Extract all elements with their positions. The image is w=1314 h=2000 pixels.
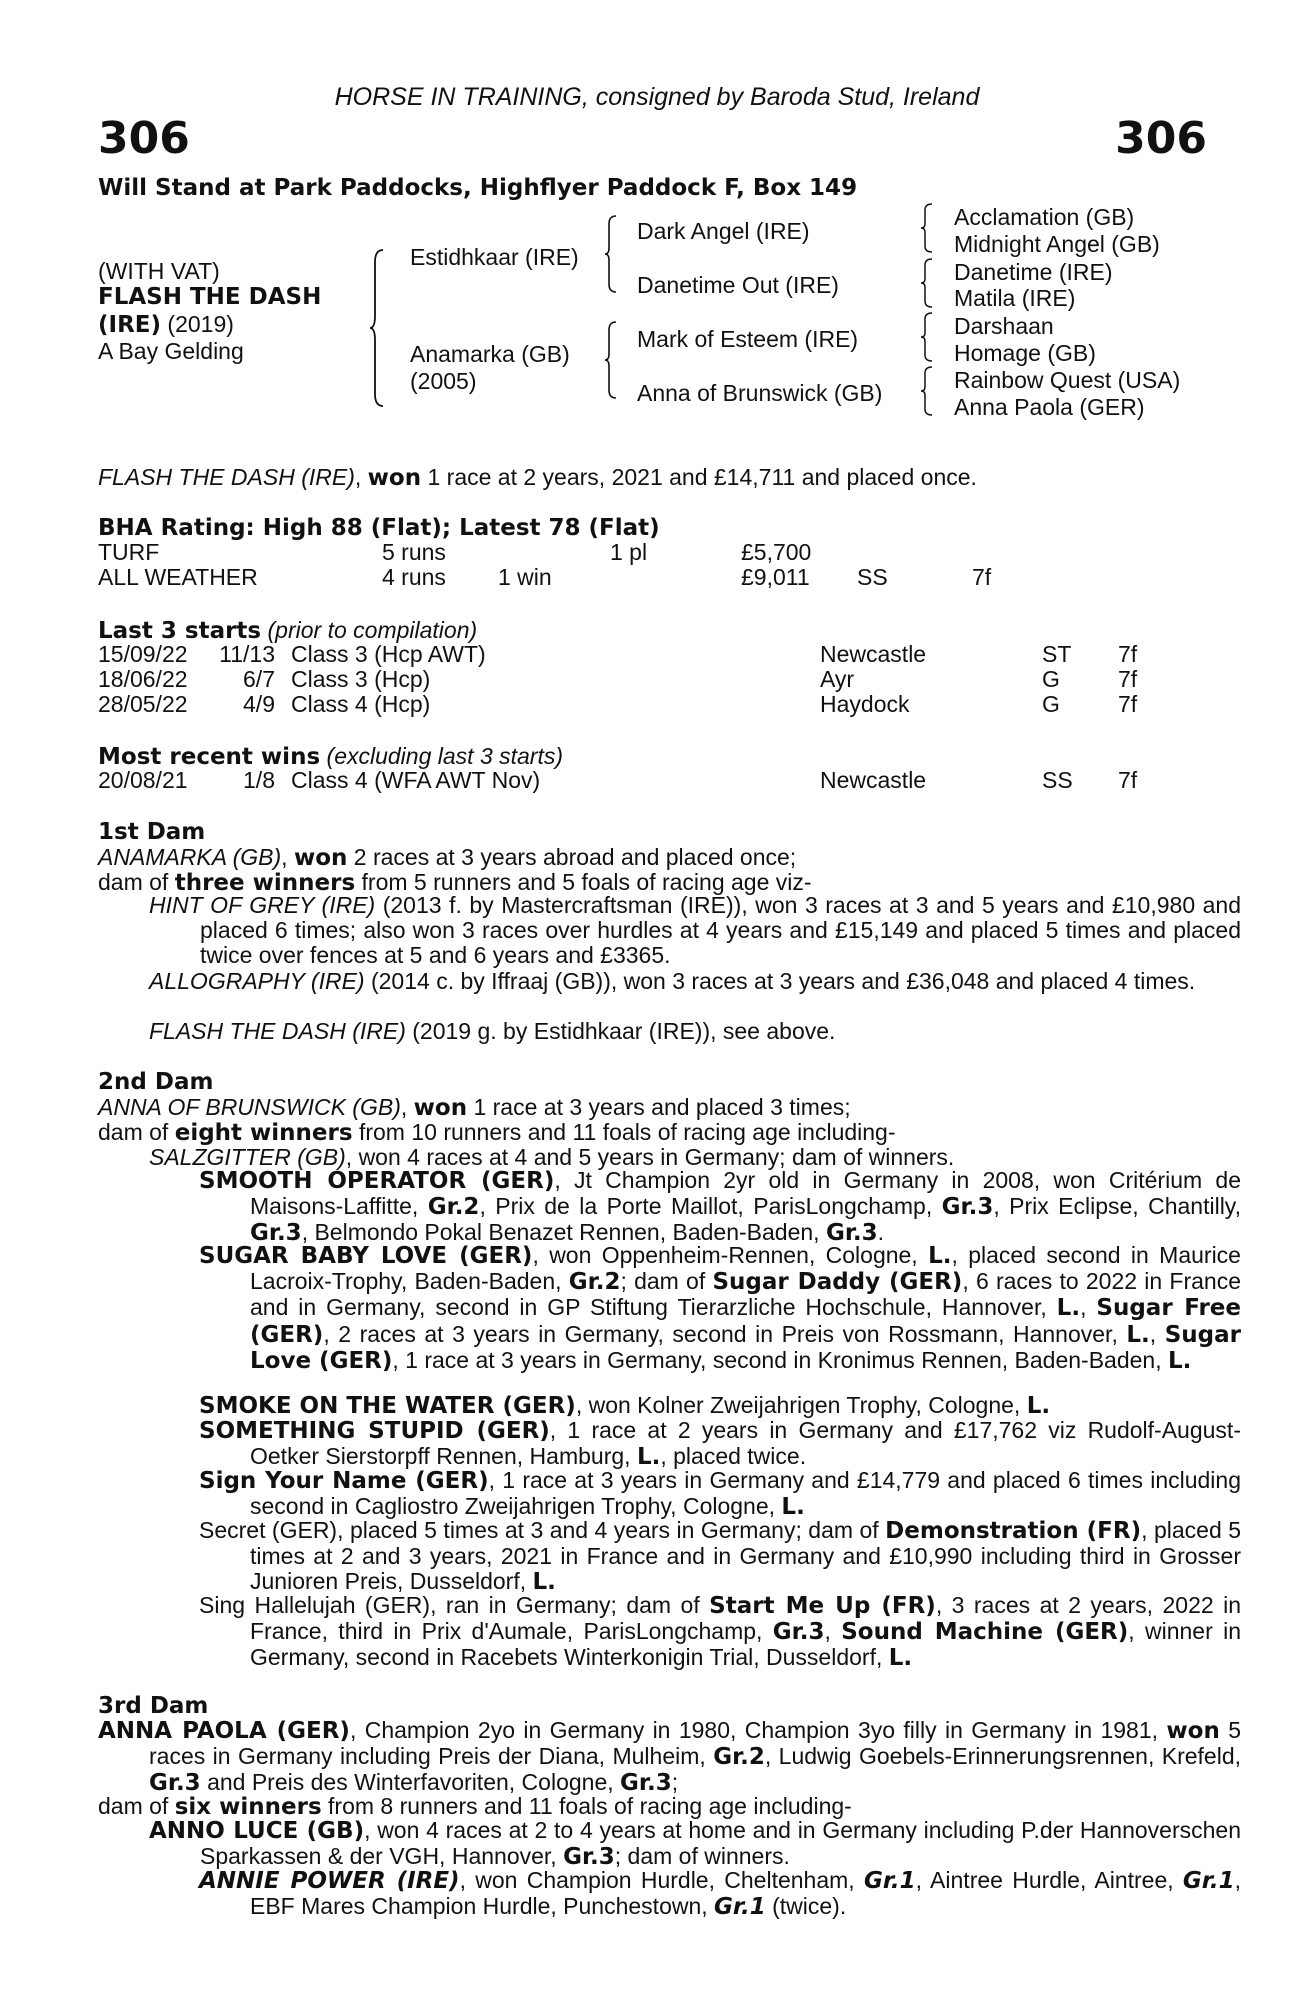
al-c: ; dam of winners.: [614, 1843, 790, 1870]
annie-g: (twice).: [765, 1893, 847, 1920]
recent-heading: [98, 743, 563, 770]
ap-a: , Champion 2yo in Germany in 1980, Champion 3yo filly in Germany in 1981,: [349, 1717, 1167, 1743]
stupid-b: L.: [636, 1444, 661, 1471]
rating-runs: 5 runs: [382, 539, 446, 565]
last3-race: Class 3 (Hcp AWT): [291, 641, 486, 667]
ap-c: 5 races in Germany including Preis der Diana, Mulheim,: [149, 1717, 1242, 1770]
consignor-line: [0, 84, 1314, 110]
annie-b: Gr.1: [863, 1868, 916, 1894]
annie-name: ANNIE POWER (IRE): [199, 1868, 460, 1894]
sing-g: , winner in Germany, second in Racebets Winterkonigin Trial, Dusseldorf,: [250, 1618, 1241, 1671]
smoke-name: SMOKE ON THE WATER (GER): [199, 1393, 576, 1419]
smooth-f: Gr.3: [250, 1220, 302, 1247]
pedigree-brace-g4: [920, 365, 934, 417]
smooth-name: SMOOTH OPERATOR (GER): [199, 1168, 555, 1194]
last3-race: Class 3 (Hcp): [291, 666, 431, 692]
ap-d: Gr.2: [713, 1744, 765, 1771]
sbl-g: , 6 races to 2022 in France and in Germany, second in GP Stiftung Tierarzliche Hochschule, Hannover,: [250, 1268, 1242, 1321]
sbl-j: Sugar Free (GER): [250, 1295, 1241, 1348]
secret-a: Secret (GER), placed 5 times at 3 and 4 years in Germany; dam of: [199, 1517, 886, 1543]
salz-name: SALZGITTER (GB): [149, 1144, 346, 1170]
rating-money: £9,011: [741, 564, 810, 590]
last3-heading: [98, 617, 477, 644]
race-summary: FLASH THE DASH (IRE), won 1 race at 2 years, 2021 and £14,711 and placed once.: [98, 464, 977, 491]
ap-g: and Preis des Winterfavoriten, Cologne,: [200, 1769, 621, 1796]
something-stupid-entry: [199, 1418, 1241, 1470]
horse-year: (2019): [161, 311, 234, 337]
consignor-text: HORSE IN TRAINING, consigned by Baroda Stud, Ireland: [334, 83, 980, 111]
pedigree-brace-g2: [920, 257, 934, 309]
pedigree-brace-g1: [920, 202, 934, 254]
sing-d: Gr.3: [772, 1619, 825, 1646]
sbl-k: , 2 races at 3 years in Germany, second in Preis von Rossmann, Hannover,: [323, 1320, 1127, 1347]
dam2-name: ANNA OF BRUNSWICK (GB): [98, 1094, 401, 1120]
dam2-line2: [98, 1119, 896, 1146]
sign-a: , 1 race at 3 years in Germany and £14,779 and placed 6 times including second in Cagliostro Zweijahrigen Trophy, Cologne,: [250, 1467, 1241, 1520]
annie-f: Gr.1: [714, 1894, 766, 1921]
last3-date: 18/06/22: [98, 666, 188, 692]
gp-8: Anna Paola (GER): [954, 394, 1145, 420]
horse-description: A Bay Gelding: [98, 338, 244, 364]
smooth-i: .: [877, 1219, 885, 1246]
gp-5: Darshaan: [954, 313, 1054, 339]
sbl-m: ,: [1149, 1320, 1165, 1347]
sbl-b: L.: [928, 1243, 952, 1269]
smooth-b: Gr.2: [427, 1194, 480, 1221]
dam: Anamarka (GB): [410, 341, 570, 367]
dam1-progeny-allography: [149, 969, 1241, 994]
dam1-title: 1st Dam: [98, 819, 206, 845]
smooth-c: , Prix de la Porte Maillot, ParisLongchamp,: [479, 1193, 942, 1220]
rating-runs: 4 runs: [382, 564, 446, 590]
dam2-record: 1 race at 3 years and placed 3 times;: [467, 1094, 851, 1120]
dam3-title: 3rd Dam: [98, 1693, 209, 1719]
sbl-f: Sugar Daddy (GER): [712, 1269, 963, 1296]
al-a: , won 4 races at 2 to 4 years at home and in Germany including P.der Hannoverschen Sparkassen & der VGH, Hannover,: [200, 1817, 1241, 1870]
smooth-a: , Jt Champion 2yr old in Germany in 2008, won Critérium de Maisons-Laffitte,: [250, 1167, 1241, 1220]
lot-number-right: 306: [1115, 113, 1207, 164]
smooth-e: , Prix Eclipse, Chantilly,: [993, 1193, 1241, 1220]
rating-money: £5,700: [741, 539, 812, 565]
smooth-g: , Belmondo Pokal Benazet Rennen, Baden-Baden,: [301, 1219, 826, 1246]
sbl-p: L.: [1168, 1347, 1192, 1374]
dam1-winners: three winners: [174, 870, 356, 896]
summary-won: won: [367, 465, 422, 491]
annie-e: , EBF Mares Champion Hurdle, Punchestown,: [250, 1867, 1241, 1920]
smooth-d: Gr.3: [941, 1194, 994, 1221]
recent-pos: 1/8: [243, 767, 275, 793]
sbl-a: , won Oppenheim-Rennen, Cologne,: [532, 1242, 929, 1268]
gp-7: Rainbow Quest (USA): [954, 367, 1181, 393]
annie-power-entry: [199, 1868, 1241, 1920]
rating-surface: ALL WEATHER: [98, 564, 258, 590]
annie-a: , won Champion Hurdle, Cheltenham,: [459, 1867, 864, 1893]
annie-c: , Aintree Hurdle, Aintree,: [915, 1867, 1183, 1893]
gp-6: Homage (GB): [954, 340, 1096, 366]
dam2-damof: dam of: [98, 1119, 175, 1145]
recent-date: 20/08/21: [98, 767, 188, 793]
dam1-won: won: [293, 845, 348, 871]
rating-title: BHA Rating: High 88 (Flat); Latest 78 (Flat): [98, 515, 660, 541]
anno-luce-entry: [149, 1818, 1241, 1870]
salz-text: , won 4 races at 4 and 5 years in Germany; dam of winners.: [345, 1144, 955, 1170]
gp-4: Matila (IRE): [954, 285, 1076, 311]
rating-going: SS: [857, 564, 888, 590]
sbl-i: ,: [1080, 1294, 1097, 1321]
dam-sire: Mark of Esteem (IRE): [637, 326, 859, 352]
gp-3: Danetime (IRE): [954, 259, 1113, 285]
last3-date: 15/09/22: [98, 641, 188, 667]
smooth-operator-entry: [199, 1168, 1241, 1247]
horse-name-line2: [98, 311, 234, 338]
recent-dist: 7f: [1118, 767, 1138, 793]
dam3-winners: six winners: [174, 1794, 322, 1820]
stupid-a: , 1 race at 2 years in Germany and £17,762 viz Rudolf-August-Oetker Sierstorpff Rennen, Hamburg,: [250, 1417, 1241, 1470]
last3-dist: 7f: [1118, 641, 1138, 667]
recent-course: Newcastle: [820, 767, 927, 793]
sbl-name: SUGAR BABY LOVE (GER): [199, 1243, 533, 1269]
last3-going: G: [1042, 691, 1060, 717]
sing-a: Sing Hallelujah (GER), ran in Germany; dam of: [199, 1592, 710, 1618]
last3-date: 28/05/22: [98, 691, 188, 717]
dam1-sep: ,: [281, 844, 294, 870]
al-name: ANNO LUCE (GB): [149, 1818, 365, 1844]
vat-label: (WITH VAT): [98, 258, 220, 284]
hint-name: HINT OF GREY (IRE): [149, 892, 376, 918]
sing-h: L.: [888, 1645, 913, 1672]
stall-location: Will Stand at Park Paddocks, Highflyer Paddock F, Box 149: [98, 175, 858, 201]
sing-f: Sound Machine (GER): [841, 1619, 1129, 1646]
sire-dam: Danetime Out (IRE): [637, 272, 839, 298]
dam1-progeny-hint: [149, 893, 1241, 969]
pedigree-brace-sire: [604, 214, 618, 294]
flash-text: (2019 g. by Estidhkaar (IRE)), see above.: [405, 1018, 836, 1044]
recent-title: Most recent wins: [98, 744, 321, 770]
sign-name: Sign Your Name (GER): [199, 1468, 489, 1494]
smoke-a: , won Kolner Zweijahrigen Trophy, Cologne,: [575, 1392, 1027, 1418]
rating-placed: 1 pl: [610, 539, 648, 565]
recent-going: SS: [1042, 767, 1073, 793]
smoke-on-the-water-entry: [199, 1393, 1241, 1419]
rating-surface: TURF: [98, 539, 160, 565]
sugar-baby-love-entry: [199, 1243, 1241, 1374]
last3-going: ST: [1042, 641, 1072, 667]
rating-wins: 1 win: [498, 564, 552, 590]
summary-rest: 1 race at 2 years, 2021 and £14,711 and placed once.: [421, 464, 977, 490]
ap-h: Gr.3: [620, 1770, 672, 1797]
sbl-e: ; dam of: [620, 1268, 713, 1295]
horse-name: FLASH THE DASH: [98, 284, 322, 310]
ap-name: ANNA PAOLA (GER): [98, 1718, 350, 1744]
dam3-runners: from 8 runners and 11 foals of racing age including-: [321, 1793, 852, 1819]
sign-b: L.: [781, 1494, 805, 1521]
pedigree-brace-main: [369, 248, 385, 408]
dam1-line1: [98, 844, 796, 871]
last3-pos: 11/13: [219, 641, 275, 667]
sbl-o: , 1 race at 3 years in Germany, second in Kronimus Rennen, Baden-Baden,: [392, 1346, 1169, 1373]
last3-race: Class 4 (Hcp): [291, 691, 431, 717]
dam2-runners: from 10 runners and 11 foals of racing age including-: [352, 1119, 896, 1145]
allo-name: ALLOGRAPHY (IRE): [149, 968, 365, 994]
dam1-progeny-flash: [149, 1019, 1241, 1044]
sign-your-name-entry: [199, 1468, 1241, 1520]
last3-dist: 7f: [1118, 666, 1138, 692]
last3-dist: 7f: [1118, 691, 1138, 717]
smooth-h: Gr.3: [825, 1220, 878, 1247]
sing-b: Start Me Up (FR): [709, 1593, 936, 1619]
dam2-sep: ,: [400, 1094, 414, 1120]
stupid-c: , placed twice.: [660, 1443, 807, 1470]
gp-1: Acclamation (GB): [954, 204, 1135, 230]
last3-course: Ayr: [820, 666, 855, 692]
recent-race: Class 4 (WFA AWT Nov): [291, 767, 541, 793]
dam1-name: ANAMARKA (GB): [98, 844, 282, 870]
dam1-record: 2 races at 3 years abroad and placed once;: [347, 844, 797, 870]
smoke-b: L.: [1026, 1393, 1051, 1419]
gp-2: Midnight Angel (GB): [954, 231, 1160, 257]
sbl-l: L.: [1126, 1321, 1150, 1348]
secret-c: , placed 5 times at 2 and 3 years, 2021 in France and in Germany and £10,990 including third in Grosser Junioren Preis, Dusseldorf,: [250, 1517, 1242, 1595]
sing-c: , 3 races at 2 years, 2022 in France, third in Prix d'Aumale, ParisLongchamp,: [250, 1592, 1242, 1645]
sbl-h: L.: [1056, 1295, 1081, 1322]
ap-i: ;: [671, 1769, 679, 1796]
sire-sire: Dark Angel (IRE): [637, 218, 810, 244]
dam-year: (2005): [410, 368, 477, 394]
sbl-n: Sugar Love (GER): [250, 1321, 1242, 1374]
al-b: Gr.3: [563, 1844, 615, 1871]
sbl-c: , placed second in Maurice Lacroix-Trophy, Baden-Baden,: [250, 1242, 1241, 1295]
secret-entry: [199, 1518, 1241, 1596]
lot-number-left: 306: [98, 113, 190, 164]
dam3-damof: dam of: [98, 1793, 175, 1819]
dam3-damof-line: [98, 1793, 852, 1820]
last3-note: (prior to compilation): [261, 617, 478, 643]
annie-d: Gr.1: [1182, 1868, 1235, 1894]
recent-note: (excluding last 3 starts): [320, 743, 564, 769]
pedigree-brace-dam: [604, 320, 618, 400]
ap-b: won: [1166, 1718, 1220, 1744]
sing-e: ,: [824, 1618, 842, 1645]
last3-going: G: [1042, 666, 1060, 692]
anna-paola-entry: [98, 1718, 1241, 1797]
secret-b: Demonstration (FR): [885, 1518, 1142, 1544]
ap-e: , Ludwig Goebels-Erinnerungsrennen, Krefeld,: [764, 1743, 1241, 1770]
pedigree-brace-g3: [920, 311, 934, 363]
horse-country: (IRE): [98, 312, 162, 338]
last3-course: Haydock: [820, 691, 910, 717]
dam2-won: won: [413, 1095, 468, 1121]
last3-pos: 4/9: [243, 691, 275, 717]
flash-name: FLASH THE DASH (IRE): [149, 1018, 406, 1044]
last3-pos: 6/7: [243, 666, 275, 692]
sbl-d: Gr.2: [568, 1269, 621, 1296]
allo-text: (2014 c. by Iffraaj (GB)), won 3 races at 3 years and £36,048 and placed 4 times.: [364, 968, 1196, 994]
last3-title: Last 3 starts: [98, 618, 262, 644]
sire: Estidhkaar (IRE): [410, 244, 579, 270]
hint-text: (2013 f. by Mastercraftsman (IRE)), won 3 races at 3 and 5 years and £10,980 and placed 6 times; also won 3 races over hurdles at 4 years and £15,149 and placed 5 times and placed twice over fences at 5 and 6 years and £3365.: [200, 892, 1242, 969]
ap-f: Gr.3: [149, 1770, 201, 1797]
dam2-winners: eight winners: [174, 1120, 353, 1146]
sing-hallelujah-entry: [199, 1593, 1241, 1672]
dam-dam: Anna of Brunswick (GB): [637, 380, 883, 406]
dam2-line1: [98, 1094, 851, 1121]
rating-dist: 7f: [972, 564, 992, 590]
stupid-name: SOMETHING STUPID (GER): [199, 1418, 550, 1444]
dam1-damof: dam of: [98, 869, 175, 895]
dam2-title: 2nd Dam: [98, 1069, 214, 1095]
last3-course: Newcastle: [820, 641, 927, 667]
dam1-runners: from 5 runners and 5 foals of racing age viz-: [355, 869, 812, 895]
secret-d: L.: [532, 1569, 556, 1596]
summary-horse-name: FLASH THE DASH (IRE): [98, 464, 355, 490]
